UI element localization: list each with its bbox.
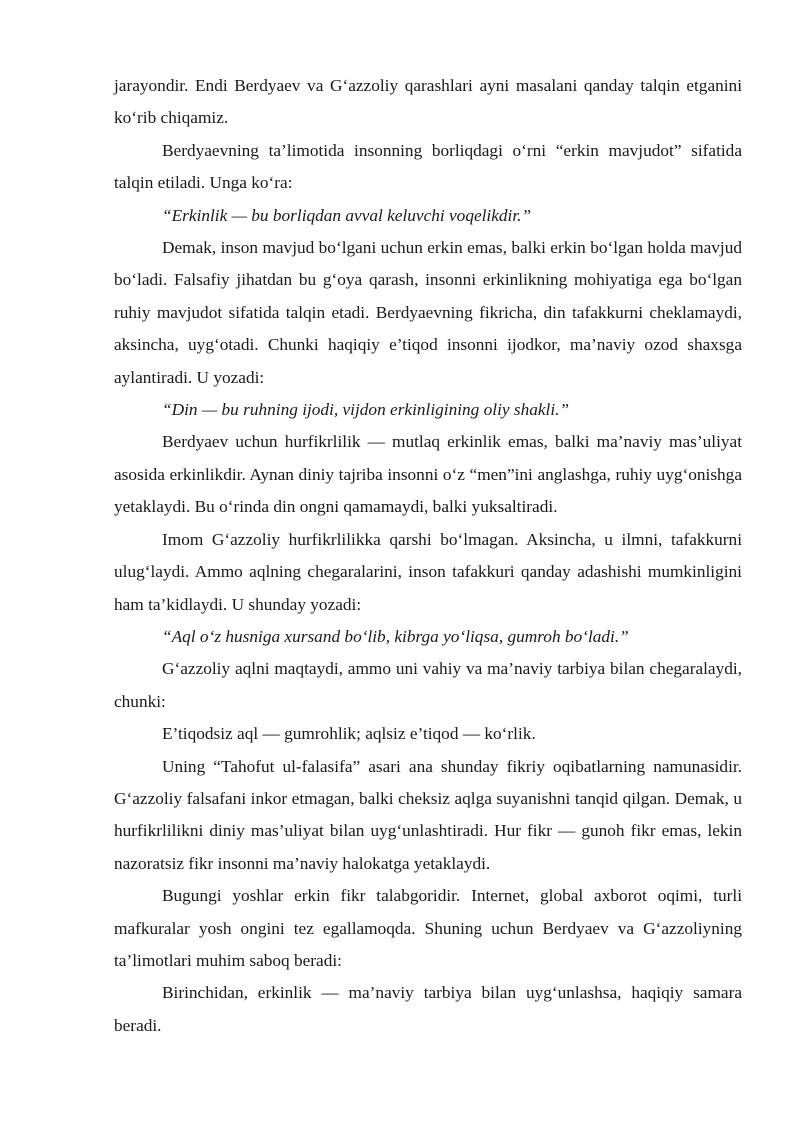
paragraph: Imom G‘azzoliy hurfikrlilikka qarshi bo‘lmagan. Aksincha, u ilmni, tafakkurni ulug‘laydi. Ammo aqlning chegaralarini, inson tafakkuri qanday adashishi mumkinligini ham ta’kidlaydi. U shunday yozadi: <box>114 529 742 614</box>
paragraph: Demak, inson mavjud bo‘lgani uchun erkin emas, balki erkin bo‘lgan holda mavjud bo‘ladi. Falsafiy jihatdan bu g‘oya qarash, insonni erkinlikning mohiyatiga ega bo‘lgan ruhiy mavjudot sifatida talqin etadi. Berdyaevning fikricha, din tafakkurni cheklamaydi, aksincha, uyg‘otadi. Chunki haqiqiy e’tiqod insonni ijodkor, ma’naviy ozod shaxsga aylantiradi. U yozadi: <box>114 238 742 387</box>
document-page <box>114 70 742 1042</box>
quote-paragraph: “Erkinlik — bu borliqdan avval keluvchi voqelikdir.” <box>162 205 532 225</box>
paragraph-continuation: jarayondir. Endi Berdyaev va G‘azzoliy qarashlari ayni masalani qanday talqin etganini ko‘rib chiqamiz. <box>114 76 742 128</box>
paragraph: Berdyaev uchun hurfikrlilik — mutlaq erkinlik emas, balki ma’naviy mas’uliyat asosida erkinlikdir. Aynan diniy tajriba insonni o‘z “men”ini anglashga, ruhiy uyg‘onishga yetaklaydi. Bu o‘rinda din ongni qamamaydi, balki yuksaltiradi. <box>114 432 742 517</box>
paragraph: G‘azzoliy aqlni maqtaydi, ammo uni vahiy va ma’naviy tarbiya bilan chegaralaydi, chunki: <box>114 659 742 711</box>
quote-paragraph: “Aql o‘z husniga xursand bo‘lib, kibrga yo‘liqsa, gumroh bo‘ladi.” <box>162 626 629 646</box>
paragraph: Birinchidan, erkinlik — ma’naviy tarbiya bilan uyg‘unlashsa, haqiqiy samara beradi. <box>114 983 742 1035</box>
paragraph: Uning “Tahofut ul-falasifa” asari ana shunday fikriy oqibatlarning namunasidir. G‘azzoliy falsafani inkor etmagan, balki cheksiz aqlga suyanishni tanqid qilgan. Demak, u hurfikrlilikni diniy mas’uliyat bilan uyg‘unlashtiradi. Hur fikr — gunoh fikr emas, lekin nazoratsiz fikr insonni ma’naviy halokatga yetaklaydi. <box>114 756 742 873</box>
quote-paragraph: “Din — bu ruhning ijodi, vijdon erkinligining oliy shakli.” <box>162 400 570 420</box>
paragraph: E’tiqodsiz aql — gumrohlik; aqlsiz e’tiqod — ko‘rlik. <box>162 724 536 744</box>
paragraph: Berdyaevning ta’limotida insonning borliqdagi o‘rni “erkin mavjudot” sifatida talqin etiladi. Unga ko‘ra: <box>114 140 742 193</box>
paragraph: Bugungi yoshlar erkin fikr talabgoridir. Internet, global axborot oqimi, turli mafkuralar yosh ongini tez egallamoqda. Shuning uchun Berdyaev va G‘azzoliyning ta’limotlari muhim saboq beradi: <box>114 886 742 970</box>
